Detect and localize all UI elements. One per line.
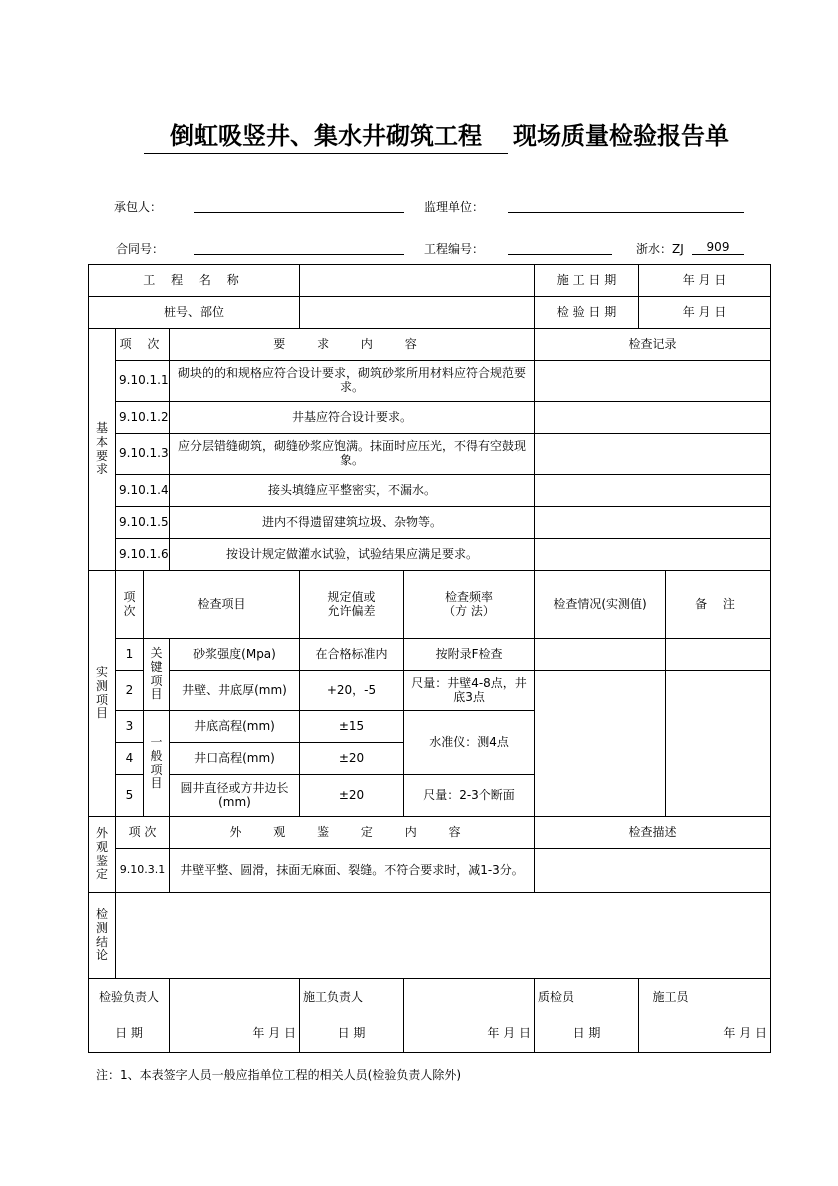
zheshui-label: 浙水：ZJ xyxy=(636,242,684,256)
basic-row-record[interactable] xyxy=(535,475,771,507)
construction-date-label: 施 工 日 期 xyxy=(535,265,639,297)
inspection-date-value[interactable]: 年 月 日 xyxy=(639,297,771,329)
basic-row-record[interactable] xyxy=(535,402,771,434)
measured-row-tolerance: ±15 xyxy=(300,711,404,743)
measured-row-item: 井口高程(mm) xyxy=(170,743,300,775)
conclusion-area[interactable] xyxy=(116,893,771,979)
footnote: 注：1、本表签字人员一般应指单位工程的相关人员(检验负责人除外) xyxy=(96,1068,462,1082)
contract-no-label: 合同号： xyxy=(116,242,165,256)
date-value[interactable]: 年 月 日 xyxy=(404,1017,535,1053)
measured-col-no: 项次 xyxy=(116,571,144,639)
basic-col-content: 要 求 内 容 xyxy=(170,329,535,361)
measured-row-item: 圆井直径或方井边长(mm) xyxy=(170,775,300,817)
measured-actual-area[interactable] xyxy=(535,671,666,817)
basic-row-text: 进内不得遗留建筑垃圾、杂物等。 xyxy=(170,507,535,539)
project-no-label: 工程编号： xyxy=(424,242,485,256)
measured-row-item: 砂浆强度(Mpa) xyxy=(170,639,300,671)
basic-row-no: 9.10.1.6 xyxy=(116,539,170,571)
inspector-head-sign[interactable] xyxy=(170,979,300,1017)
constructor-label: 施工员 xyxy=(652,989,689,1004)
quality-inspector-sign[interactable] xyxy=(639,979,771,1017)
measured-row-no: 1 xyxy=(116,639,144,671)
date-label: 日 期 xyxy=(89,1017,170,1053)
supervisor-line[interactable] xyxy=(508,212,744,213)
measured-col-remark: 备 注 xyxy=(666,571,771,639)
measured-row-no: 2 xyxy=(116,671,144,711)
basic-section-label: 基本要求 xyxy=(89,329,116,571)
measured-row-no: 3 xyxy=(116,711,144,743)
appearance-col-desc: 检查描述 xyxy=(535,817,771,849)
form-number: 909 xyxy=(692,240,744,255)
measured-row-remark[interactable] xyxy=(666,639,771,671)
appearance-row-no: 9.10.3.1 xyxy=(116,849,170,893)
measured-row-item: 井底高程(mm) xyxy=(170,711,300,743)
basic-row-record[interactable] xyxy=(535,539,771,571)
quality-inspector-label: 质检员 xyxy=(535,979,639,1017)
date-label: 日 期 xyxy=(300,1017,404,1053)
measured-row-freq: 尺量：2-3个断面 xyxy=(404,775,535,817)
basic-row-no: 9.10.1.2 xyxy=(116,402,170,434)
title-report: 现场质量检验报告单 xyxy=(513,122,729,150)
measured-row-tolerance: 在合格标准内 xyxy=(300,639,404,671)
basic-row-text: 应分层错缝砌筑，砌缝砂浆应饱满。抹面时应压光，不得有空鼓现象。 xyxy=(170,434,535,475)
basic-row-no: 9.10.1.3 xyxy=(116,434,170,475)
basic-row-text: 砌块的的和规格应符合设计要求，砌筑砂浆所用材料应符合规范要求。 xyxy=(170,361,535,402)
measured-row-no: 5 xyxy=(116,775,144,817)
station-part-label: 桩号、部位 xyxy=(89,297,300,329)
appearance-section-label: 外观鉴定 xyxy=(89,817,116,893)
measured-col-actual: 检查情况(实测值) xyxy=(535,571,666,639)
general-items-label: 一般项目 xyxy=(144,711,170,817)
measured-col-item: 检查项目 xyxy=(144,571,300,639)
measured-row-actual[interactable] xyxy=(535,639,666,671)
basic-row-record[interactable] xyxy=(535,361,771,402)
inspector-head-label: 检验负责人 xyxy=(89,979,170,1017)
basic-row-no: 9.10.1.1 xyxy=(116,361,170,402)
date-label: 日 期 xyxy=(535,1017,639,1053)
report-table xyxy=(88,264,771,1053)
basic-row-text: 井基应符合设计要求。 xyxy=(170,402,535,434)
measured-remark-area[interactable] xyxy=(666,671,771,817)
measured-section-label: 实测项目 xyxy=(89,571,116,817)
key-items-label: 关键项目 xyxy=(144,639,170,711)
appearance-row-text: 井壁平整、圆滑，抹面无麻面、裂缝。不符合要求时，减1-3分。 xyxy=(170,849,535,893)
appearance-row-desc[interactable] xyxy=(535,849,771,893)
construction-date-value[interactable]: 年 月 日 xyxy=(639,265,771,297)
measured-row-tolerance: ±20 xyxy=(300,775,404,817)
basic-row-no: 9.10.1.4 xyxy=(116,475,170,507)
measured-row-no: 4 xyxy=(116,743,144,775)
measured-row-item: 井壁、井底厚(mm) xyxy=(170,671,300,711)
measured-col-freq: 检查频率（方 法） xyxy=(404,571,535,639)
contractor-label: 承包人： xyxy=(114,200,163,214)
date-value[interactable]: 年 月 日 xyxy=(170,1017,300,1053)
inspection-date-label: 检 验 日 期 xyxy=(535,297,639,329)
construction-head-label: 施工负责人 xyxy=(300,979,404,1017)
measured-col-tolerance: 规定值或允许偏差 xyxy=(300,571,404,639)
appearance-col-content: 外 观 鉴 定 内 容 xyxy=(170,817,535,849)
appearance-col-item: 项 次 xyxy=(116,817,170,849)
basic-row-record[interactable] xyxy=(535,507,771,539)
title-project: 倒虹吸竖井、集水井砌筑工程 xyxy=(144,116,508,154)
station-part-value[interactable] xyxy=(300,297,535,329)
basic-row-text: 接头填缝应平整密实，不漏水。 xyxy=(170,475,535,507)
contractor-line[interactable] xyxy=(194,212,404,213)
date-value[interactable]: 年 月 日 xyxy=(639,1017,771,1053)
basic-row-no: 9.10.1.5 xyxy=(116,507,170,539)
measured-row-freq: 尺量：井壁4-8点，井底3点 xyxy=(404,671,535,711)
measured-row-freq: 水准仪：测4点 xyxy=(404,711,535,775)
measured-row-freq: 按附录F检查 xyxy=(404,639,535,671)
measured-row-tolerance: ±20 xyxy=(300,743,404,775)
conclusion-section-label: 检测结论 xyxy=(89,893,116,979)
construction-head-sign[interactable] xyxy=(404,979,535,1017)
project-no-line[interactable] xyxy=(508,254,612,255)
project-name-value[interactable] xyxy=(300,265,535,297)
project-name-label: 工 程 名 称 xyxy=(89,265,300,297)
contract-no-line[interactable] xyxy=(194,254,404,255)
measured-row-tolerance: +20，-5 xyxy=(300,671,404,711)
basic-col-item: 项 次 xyxy=(116,329,170,361)
supervisor-label: 监理单位： xyxy=(424,200,485,214)
basic-row-text: 按设计规定做灌水试验，试验结果应满足要求。 xyxy=(170,539,535,571)
basic-row-record[interactable] xyxy=(535,434,771,475)
basic-col-record: 检查记录 xyxy=(535,329,771,361)
